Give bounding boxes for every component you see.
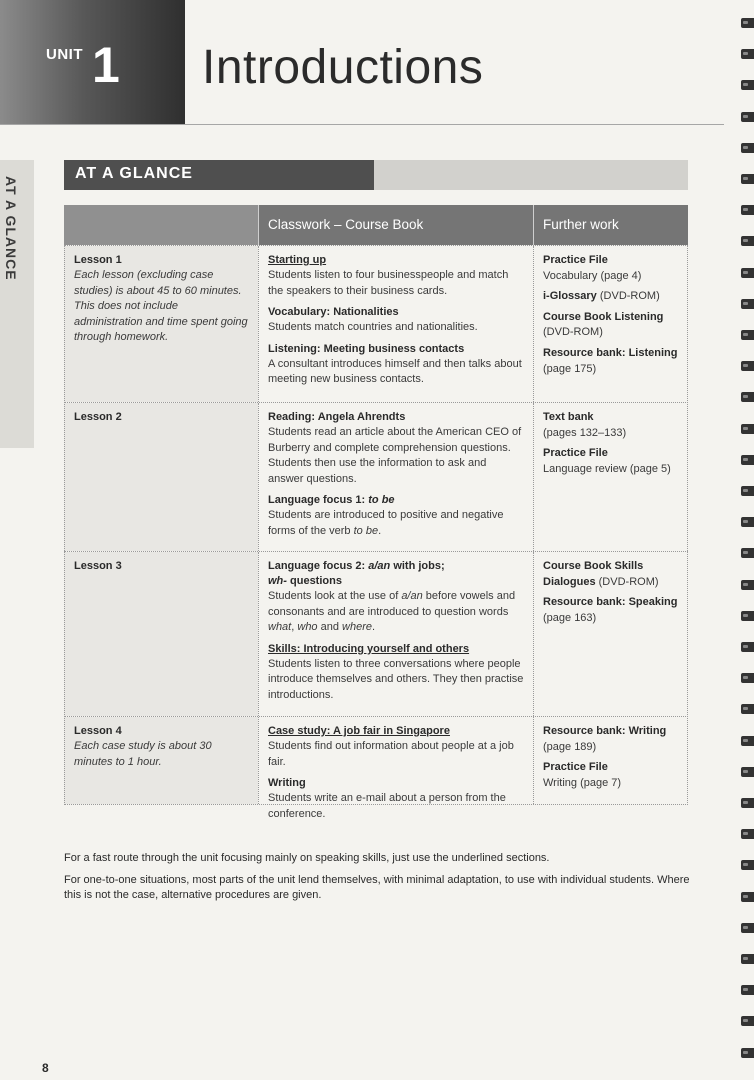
binding-ring bbox=[741, 611, 754, 621]
binding-ring bbox=[741, 424, 754, 434]
section-title: AT A GLANCE bbox=[75, 165, 193, 182]
lesson-name: Lesson 1 bbox=[74, 254, 122, 266]
further-detail: (page 163) bbox=[543, 611, 597, 624]
binding-ring bbox=[741, 486, 754, 496]
entry-title: Listening: Meeting business contacts bbox=[268, 342, 465, 355]
entry-title: Vocabulary: Nationalities bbox=[268, 306, 399, 319]
entry-desc: Students listen to three conversations where people introduce themselves and others. They then practise introductions. bbox=[268, 657, 524, 701]
binding-ring bbox=[741, 736, 754, 746]
further-title: Practice File bbox=[543, 447, 608, 460]
entry-desc-italic: where bbox=[342, 621, 372, 634]
side-tab-label: AT A GLANCE bbox=[3, 176, 19, 281]
further-detail: (DVD-ROM) bbox=[598, 575, 659, 588]
header-divider bbox=[533, 205, 534, 245]
entry-desc-text: Students look at the use of bbox=[268, 590, 402, 602]
binding-ring bbox=[741, 112, 754, 122]
entry-desc-text: . bbox=[378, 524, 382, 537]
binding-ring bbox=[741, 299, 754, 309]
binding-ring bbox=[741, 954, 754, 964]
further-detail: (page 175) bbox=[543, 362, 597, 375]
binding-ring bbox=[741, 923, 754, 933]
lesson-name: Lesson 4 bbox=[74, 725, 122, 737]
entry-desc-italic: to be bbox=[353, 524, 379, 537]
unit-number: 1 bbox=[92, 37, 120, 93]
binding-ring bbox=[741, 548, 754, 558]
entry-desc-text: , bbox=[291, 621, 298, 634]
further-title: Resource bank: Listening bbox=[543, 346, 678, 359]
entry-title-text: with jobs; bbox=[390, 560, 445, 572]
entry-title-text: Language focus 2: bbox=[268, 560, 369, 572]
binding-ring bbox=[741, 361, 754, 371]
footnote-one-to-one: For one-to-one situations, most parts of the unit lend themselves, with minimal adaptation, to use with individual students. Where this is not the case, alternative procedures are given. bbox=[64, 874, 690, 901]
further-title: i-Glossary bbox=[543, 290, 597, 303]
binding-ring bbox=[741, 580, 754, 590]
entry-desc: Students listen to four businesspeople and match the speakers to their business cards. bbox=[268, 269, 509, 297]
further-title: Course Book Skills Dialogues bbox=[543, 560, 644, 588]
binding-ring bbox=[741, 860, 754, 870]
binding-ring bbox=[741, 205, 754, 215]
further-detail: Vocabulary (page 4) bbox=[543, 269, 642, 282]
further-title: Resource bank: Writing bbox=[543, 725, 667, 737]
further-detail: (pages 132–133) bbox=[543, 426, 627, 439]
binding-ring bbox=[741, 1016, 754, 1026]
binding-ring bbox=[741, 673, 754, 683]
header-classwork: Classwork – Course Book bbox=[268, 217, 424, 232]
further-detail: (DVD-ROM) bbox=[599, 290, 660, 303]
further-title: Text bank bbox=[543, 411, 594, 423]
entry-desc-italic: who bbox=[297, 621, 318, 634]
entry-desc: Students match countries and nationalities. bbox=[268, 321, 478, 334]
entry-desc-text: . bbox=[372, 621, 376, 634]
entry-desc: Students read an article about the American CEO of Burberry and complete comprehension questions. Students then use the information to ask and answer questions. bbox=[268, 426, 522, 485]
header-cell-lesson bbox=[64, 205, 258, 245]
entry-desc-text: and bbox=[317, 621, 343, 634]
binding-ring bbox=[741, 236, 754, 246]
further-title: Course Book Listening bbox=[543, 310, 664, 323]
entry-desc-italic: a/an bbox=[401, 590, 423, 602]
lesson-note: Each lesson (excluding case studies) is about 45 to 60 minutes. This does not include administration and time spent going through homework. bbox=[74, 269, 248, 344]
entry-desc-italic: what bbox=[268, 621, 292, 634]
binding-ring bbox=[741, 767, 754, 777]
binding-ring bbox=[741, 49, 754, 59]
further-title: Practice File bbox=[543, 761, 608, 774]
lesson-note: Each case study is about 30 minutes to 1 hour. bbox=[74, 740, 212, 768]
binding-ring bbox=[741, 798, 754, 808]
binding-ring bbox=[741, 174, 754, 184]
binding-ring bbox=[741, 985, 754, 995]
spiral-binding bbox=[730, 0, 754, 1080]
binding-ring bbox=[741, 18, 754, 28]
page-number: 8 bbox=[42, 1061, 49, 1075]
binding-ring bbox=[741, 642, 754, 652]
page-title: Introductions bbox=[202, 41, 484, 94]
binding-ring bbox=[741, 892, 754, 902]
entry-desc-text: Students are introduced to positive and negative forms of the verb bbox=[268, 509, 504, 537]
entry-title: Writing bbox=[268, 777, 306, 790]
lesson-name: Lesson 2 bbox=[74, 411, 122, 423]
binding-ring bbox=[741, 829, 754, 839]
table-frame bbox=[64, 245, 688, 805]
binding-ring bbox=[741, 517, 754, 527]
binding-ring bbox=[741, 1048, 754, 1058]
unit-label: UNIT bbox=[46, 46, 83, 63]
entry-title: Reading: Angela Ahrendts bbox=[268, 411, 406, 423]
binding-ring bbox=[741, 143, 754, 153]
table-header bbox=[64, 205, 688, 245]
header-further-work: Further work bbox=[543, 217, 619, 232]
entry-title-italic: wh- bbox=[268, 575, 287, 587]
further-title: Resource bank: Speaking bbox=[543, 596, 678, 609]
header-divider bbox=[258, 205, 259, 245]
further-detail: (page 189) bbox=[543, 740, 597, 753]
entry-title-text: questions bbox=[286, 575, 342, 587]
binding-ring bbox=[741, 455, 754, 465]
binding-ring bbox=[741, 268, 754, 278]
further-title: Practice File bbox=[543, 254, 608, 266]
entry-title: Case study: A job fair in Singapore bbox=[268, 725, 450, 737]
entry-title: Skills: Introducing yourself and others bbox=[268, 642, 470, 655]
entry-desc: Students write an e-mail about a person from the conference. bbox=[268, 792, 506, 820]
binding-ring bbox=[741, 80, 754, 90]
unit-block bbox=[0, 0, 185, 124]
lesson-name: Lesson 3 bbox=[74, 560, 122, 572]
binding-ring bbox=[741, 704, 754, 714]
entry-title-italic: a/an bbox=[368, 560, 391, 572]
entry-desc: A consultant introduces himself and then talks about meeting new business contacts. bbox=[268, 357, 522, 386]
entry-desc-text: before vowels and consonants and are introduced to question words bbox=[268, 590, 516, 618]
entry-desc: Students find out information about people at a job fair. bbox=[268, 740, 514, 768]
header-rule bbox=[0, 124, 724, 125]
further-detail: Writing (page 7) bbox=[543, 776, 622, 789]
further-detail: Language review (page 5) bbox=[543, 462, 671, 475]
further-detail: (DVD-ROM) bbox=[543, 326, 603, 339]
entry-title: Starting up bbox=[268, 254, 327, 266]
footnote-fast-route: For a fast route through the unit focusing mainly on speaking skills, just use the underlined sections. bbox=[64, 852, 550, 864]
entry-title-italic: to be bbox=[368, 494, 395, 507]
binding-ring bbox=[741, 392, 754, 402]
entry-title-text: Language focus 1: bbox=[268, 494, 369, 507]
binding-ring bbox=[741, 330, 754, 340]
